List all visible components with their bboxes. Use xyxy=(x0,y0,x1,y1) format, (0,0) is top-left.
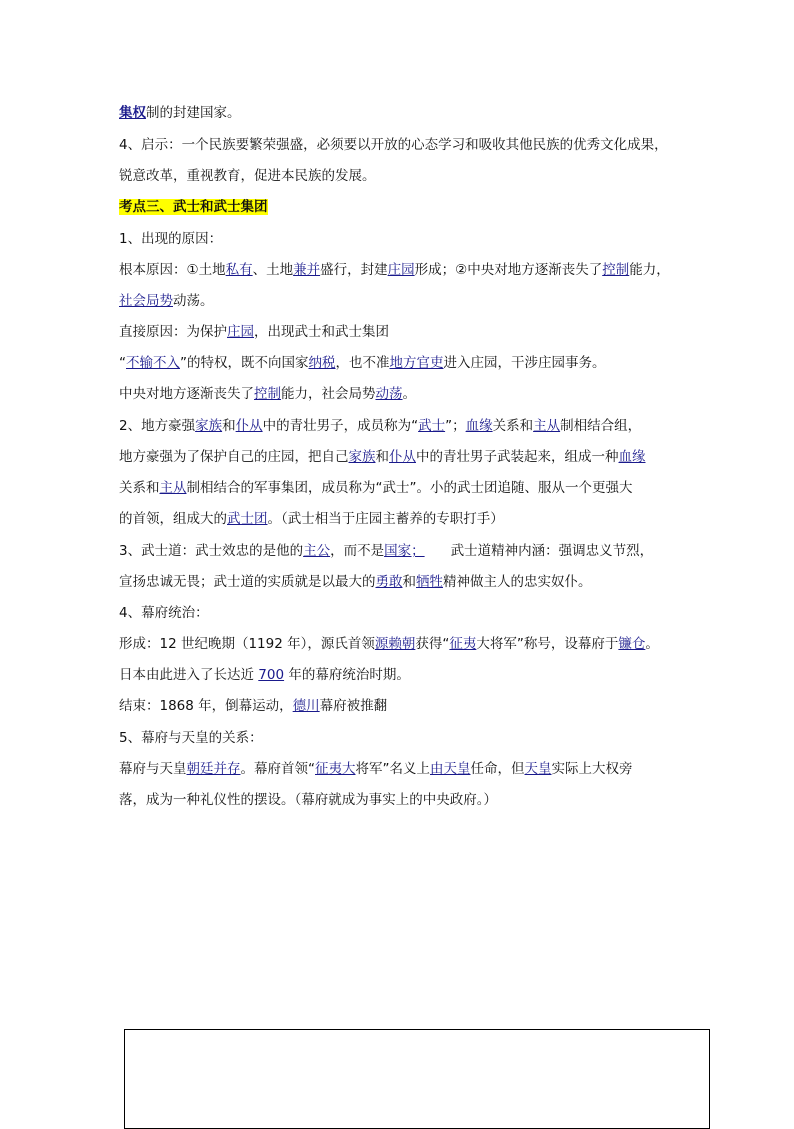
paragraph-root-cause: 根本原因：①土地私有、土地兼并盛行，封建庄园形成；②中央对地方逐渐丧失了控制能力， xyxy=(119,262,670,278)
term-xueyuan-2: 血缘 xyxy=(618,449,646,465)
paragraph-samurai-def: 2、地方豪强家族和仆从中的青壮男子，成员称为“武士”；血缘关系和主从制相结合组， xyxy=(119,418,642,434)
empty-bordered-box xyxy=(124,1029,710,1129)
paragraph-central-loss: 中央对地方逐渐丧失了控制能力，社会局势动荡。 xyxy=(119,386,416,402)
paragraph-samurai-def-4: 的首领，组成大的武士团。（武士相当于庄园主蓄养的专职打手） xyxy=(119,511,504,527)
section-heading-text: 考点三、武士和武士集团 xyxy=(119,199,268,215)
paragraph-direct-cause: 直接原因：为保护庄园，出现武士和武士集团 xyxy=(119,324,389,340)
term-jianbing: 兼并 xyxy=(293,262,321,278)
paragraph-1: 集权制的封建国家。 xyxy=(119,105,241,121)
section-heading-3 xyxy=(119,197,699,217)
term-zhuangyuan-2: 庄园 xyxy=(227,324,254,340)
paragraph-relation: 幕府与天皇朝廷并存。幕府首领“征夷大将军”名义上由天皇任命，但天皇实际上大权旁 xyxy=(119,761,633,777)
term-zhengyi-da: 征夷大 xyxy=(315,761,356,777)
paragraph-shogunate-end: 结束：1868 年，倒幕运动，德川幕府被推翻 xyxy=(119,698,388,714)
paragraph-relation-2: 落，成为一种礼仪性的摆设。（幕府就成为事实上的中央政府。） xyxy=(119,792,497,808)
term-zhucong-2: 主从 xyxy=(159,480,187,496)
paragraph-inspiration: 4、启示：一个民族要繁荣强盛，必须要以开放的心态学习和吸收其他民族的优秀文化成果， xyxy=(119,137,668,153)
term-yuan-laichao: 源赖朝 xyxy=(374,636,416,652)
term-kongzhi: 控制 xyxy=(602,262,630,278)
term-zhuangyuan: 庄园 xyxy=(387,262,415,278)
paragraph-inspiration-cont: 锐意改革，重视教育，促进本民族的发展。 xyxy=(119,168,376,184)
paragraph-samurai-def-3: 关系和主从制相结合的军事集团，成员称为“武士”。小的武士团追随、服从一个更强大 xyxy=(119,480,633,496)
term-dechuan: 德川 xyxy=(292,698,320,714)
term-zhugong: 主公 xyxy=(303,543,331,559)
paragraph-privilege: “不输不入”的特权，既不向国家纳税，也不准地方官吏进入庄园，干涉庄园事务。 xyxy=(119,355,606,371)
term-difang-guanli: 地方官吏 xyxy=(389,355,444,371)
paragraph-bushido-2: 宣扬忠诚无畏；武士道的实质就是以最大的勇敢和牺牲精神做主人的忠实奴仆。 xyxy=(119,574,592,590)
term-siyou: 私有 xyxy=(225,262,253,278)
term-liancang: 镰仓 xyxy=(618,636,646,652)
term-jiquan: 集权 xyxy=(119,105,146,121)
term-pucong: 仆从 xyxy=(235,418,263,434)
paragraph-causes-title: 1、出现的原因： xyxy=(119,231,223,247)
term-shehui-jushi: 社会局势 xyxy=(119,293,173,309)
term-tianhuang-2: 天皇 xyxy=(524,761,552,777)
paragraph-samurai-def-2: 地方豪强为了保护自己的庄园，把自己家族和仆从中的青壮男子武装起来，组成一种血缘 xyxy=(119,449,646,465)
term-wushi: 武士 xyxy=(418,418,446,434)
term-guojia: 国家； xyxy=(384,543,425,559)
term-tianhuang: 天皇 xyxy=(443,761,471,777)
term-kongzhi-2: 控制 xyxy=(254,386,281,402)
term-jiazu: 家族 xyxy=(195,418,223,434)
term-wushituan: 武士团 xyxy=(227,511,268,527)
term-xisheng: 牺牲 xyxy=(416,574,443,590)
term-bushu-buru: 不输不入 xyxy=(126,355,180,371)
term-dongdang: 动荡 xyxy=(375,386,403,402)
term-bingcun: 并存 xyxy=(213,761,241,777)
term-700: 700 xyxy=(258,667,285,683)
term-nashui: 纳税 xyxy=(308,355,336,371)
paragraph-shogunate-title: 4、幕府统治： xyxy=(119,605,209,621)
paragraph-shogunate-period: 日本由此进入了长达近 700 年的幕府统治时期。 xyxy=(119,667,410,683)
paragraph-bushido: 3、武士道：武士效忠的是他的主公，而不是国家； 武士道精神内涵：强调忠义节烈， xyxy=(119,543,654,559)
term-pucong-2: 仆从 xyxy=(389,449,416,465)
term-chaoting: 朝廷 xyxy=(186,761,214,777)
term-zhengyi: 征夷 xyxy=(449,636,477,652)
paragraph-relation-title: 5、幕府与天皇的关系： xyxy=(119,730,263,746)
term-xueyuan: 血缘 xyxy=(465,418,493,434)
term-zhucong: 主从 xyxy=(533,418,561,434)
term-jiazu-2: 家族 xyxy=(348,449,376,465)
term-you: 由 xyxy=(430,761,444,777)
paragraph-root-cause-cont: 社会局势动荡。 xyxy=(119,293,214,309)
term-yonggan: 勇敢 xyxy=(375,574,403,590)
paragraph-shogunate-formation: 形成：12 世纪晚期（1192 年），源氏首领源赖朝获得“征夷大将军”称号，设幕府于镰仓。 xyxy=(119,636,659,652)
